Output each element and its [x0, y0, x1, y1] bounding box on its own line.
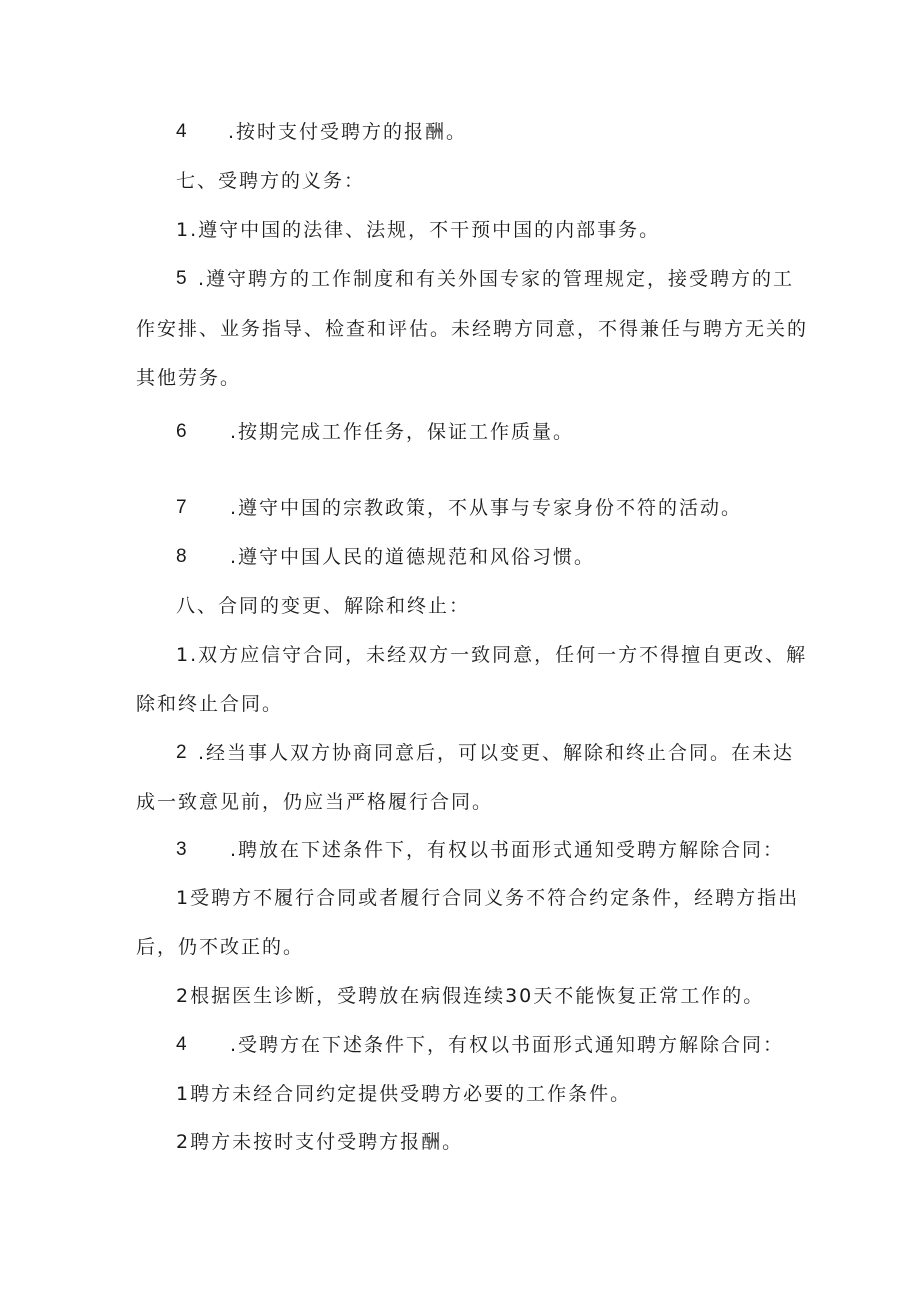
line-text: 1.遵守中国的法律、法规，不干预中国的内部事务。	[176, 219, 661, 241]
line-text: .遵守中国的宗教政策，不从事与专家身份不符的活动。	[230, 497, 743, 519]
item-number: 7	[176, 497, 187, 518]
line-text: 1聘方未经合同约定提供受聘方必要的工作条件。	[176, 1083, 632, 1105]
line-text: .受聘方在下述条件下，有权以书面形式通知聘方解除合同：	[230, 1034, 785, 1056]
item-number: 4	[176, 1034, 187, 1055]
item-number: 6	[176, 421, 187, 442]
item-number: 2	[176, 742, 187, 763]
line-text: 成一致意见前，仍应当严格履行合同。	[136, 791, 494, 813]
line-text: 2根据医生诊断，受聘放在病假连续30天不能恢复正常工作的。	[176, 985, 765, 1007]
line-text: 除和终止合同。	[136, 693, 284, 715]
item-number: 5	[176, 268, 187, 289]
item-number: 4	[176, 121, 187, 142]
line-text: 七、受聘方的义务：	[176, 170, 366, 192]
line-text: .按期完成工作任务，保证工作质量。	[230, 421, 575, 443]
line-text: 其他劳务。	[136, 367, 242, 389]
line-text: 2聘方未按时支付受聘方报酬。	[176, 1131, 464, 1153]
line-text: 1.双方应信守合同，未经双方一致同意，任何一方不得擅自更改、解	[176, 644, 808, 666]
line-text: .聘放在下述条件下，有权以书面形式通知受聘方解除合同：	[230, 839, 785, 861]
line-text: 后，仍不改正的。	[136, 936, 305, 958]
item-number: 8	[176, 546, 187, 567]
line-text: 作安排、业务指导、检查和评估。未经聘方同意，不得兼任与聘方无关的	[136, 318, 809, 340]
line-text: .经当事人双方协商同意后，可以变更、解除和终止合同。在未达	[198, 742, 795, 764]
line-text: .按时支付受聘方的报酬。	[228, 121, 468, 143]
line-text: .遵守中国人民的道德规范和风俗习惯。	[230, 546, 596, 568]
item-number: 3	[176, 839, 187, 860]
line-text: 1受聘方不履行合同或者履行合同义务不符合约定条件，经聘方指出	[176, 887, 800, 909]
line-text: 八、合同的变更、解除和终止：	[176, 595, 471, 617]
line-text: .遵守聘方的工作制度和有关外国专家的管理规定，接受聘方的工	[198, 268, 795, 290]
